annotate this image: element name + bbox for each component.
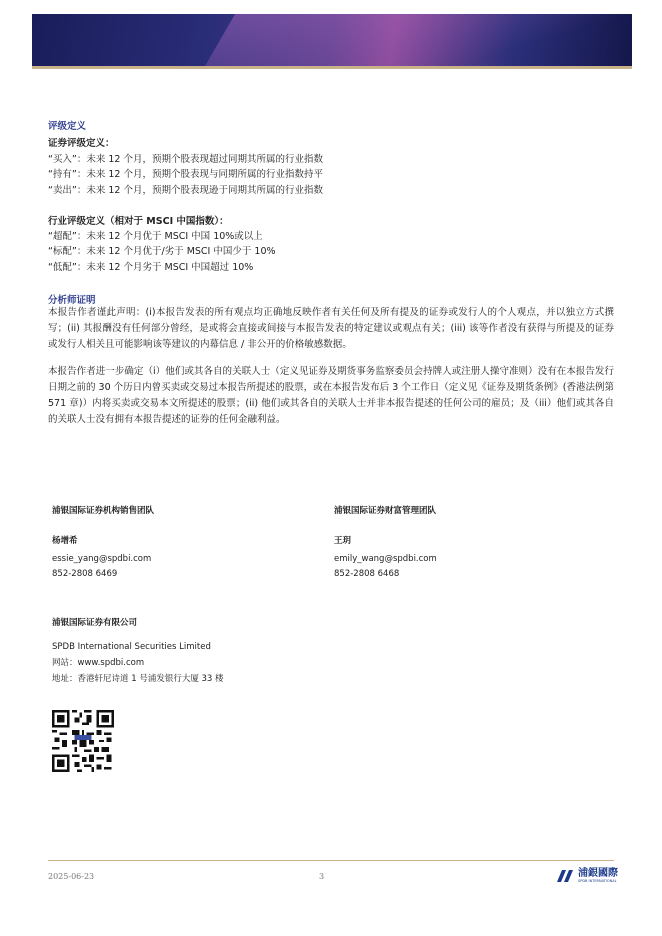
company-website[interactable]: 网站：www.spdbi.com — [52, 658, 145, 668]
industry-rating-heading: 行业评级定义（相对于 MSCI 中国指数）： — [48, 216, 229, 227]
contact-phone: 852-2808 6469 — [52, 569, 118, 579]
contact-team: 浦银国际证券机构销售团队 — [52, 506, 155, 516]
header-strip — [32, 66, 632, 69]
stock-rating-heading: 证券评级定义： — [48, 138, 115, 149]
company-name-cn: 浦银国际证券有限公司 — [52, 618, 138, 628]
header-banner — [32, 14, 632, 66]
logo-text: 浦銀國際 — [578, 868, 618, 879]
contact-team: 浦银国际证券财富管理团队 — [334, 506, 437, 516]
contact-email[interactable]: essie_yang@spdbi.com — [52, 554, 152, 564]
analyst-paragraph-2: 本报告作者进一步确定（i）他们或其各自的关联人士（定义见证券及期货事务监察委员会持牌人或注册人操守准则）没有在本报告发行日期之前的 30 个历日内曾买卖或交易过本报告所提述的股票，或在本报告发布后 3 个工作日（定义见《证券及期货条例》(香港法例第 571 章)）内将买卖或交易本文所提述的股票；(ii) 他们或其各自的关联人士并非本报告提述的任何公司的雇员；及（iii）他们或其各自的关联人士没有拥有本报告提述的证券的任何金融利益。 — [48, 366, 614, 425]
industry-rating-overweight: “超配”：未来 12 个月优于 MSCI 中国 10%或以上 — [48, 231, 263, 242]
footer-date: 2025-06-23 — [48, 872, 95, 881]
contact-email[interactable]: emily_wang@spdbi.com — [334, 554, 437, 564]
analyst-paragraph-1: 本报告作者谨此声明：(i)本报告发表的所有观点均正确地反映作者有关任何及所有提及的证券或发行人的个人观点，并以独立方式撰写；(ii) 其报酬没有任何部分曾经，是或将会直接或间接与本报告发表的特定建议或观点有关；(iii) 该等作者没有获得与所提及的证券或发行人相关且可能影响该等建议的内幕信息 / 非公开的价格敏感数据。 — [48, 307, 614, 350]
company-info — [52, 615, 224, 687]
footer-divider — [48, 860, 614, 861]
qr-code-icon — [52, 710, 114, 772]
stock-rating-sell: “卖出”：未来 12 个月，预期个股表现逊于同期其所属的行业指数 — [48, 185, 323, 196]
company-address: 地址：香港轩尼诗道 1 号浦发银行大厦 33 楼 — [52, 674, 224, 684]
analyst-heading: 分析师证明 — [48, 295, 96, 306]
stock-rating-buy: “买入”：未来 12 个月，预期个股表现超过同期其所属的行业指数 — [48, 154, 323, 165]
industry-rating-neutral: “标配”：未来 12 个月优于/劣于 MSCI 中国少于 10% — [48, 246, 276, 257]
industry-rating-underweight: “低配”：未来 12 个月劣于 MSCI 中国超过 10% — [48, 262, 254, 273]
contact-name: 王玥 — [334, 536, 352, 546]
logo-mark-icon — [556, 868, 574, 884]
company-name-en: SPDB International Securities Limited — [52, 642, 211, 652]
company-logo — [556, 866, 618, 886]
page-number: 3 — [319, 872, 325, 881]
contact-phone: 852-2808 6468 — [334, 569, 400, 579]
contact-wealth — [334, 504, 437, 582]
contact-name: 杨增希 — [52, 536, 78, 546]
contact-institutional — [52, 504, 154, 582]
logo-subtext: SPDB INTERNATIONAL — [578, 879, 617, 883]
rating-heading: 评级定义 — [48, 121, 87, 132]
stock-rating-hold: “持有”：未来 12 个月，预期个股表现与同期所属的行业指数持平 — [48, 169, 323, 180]
